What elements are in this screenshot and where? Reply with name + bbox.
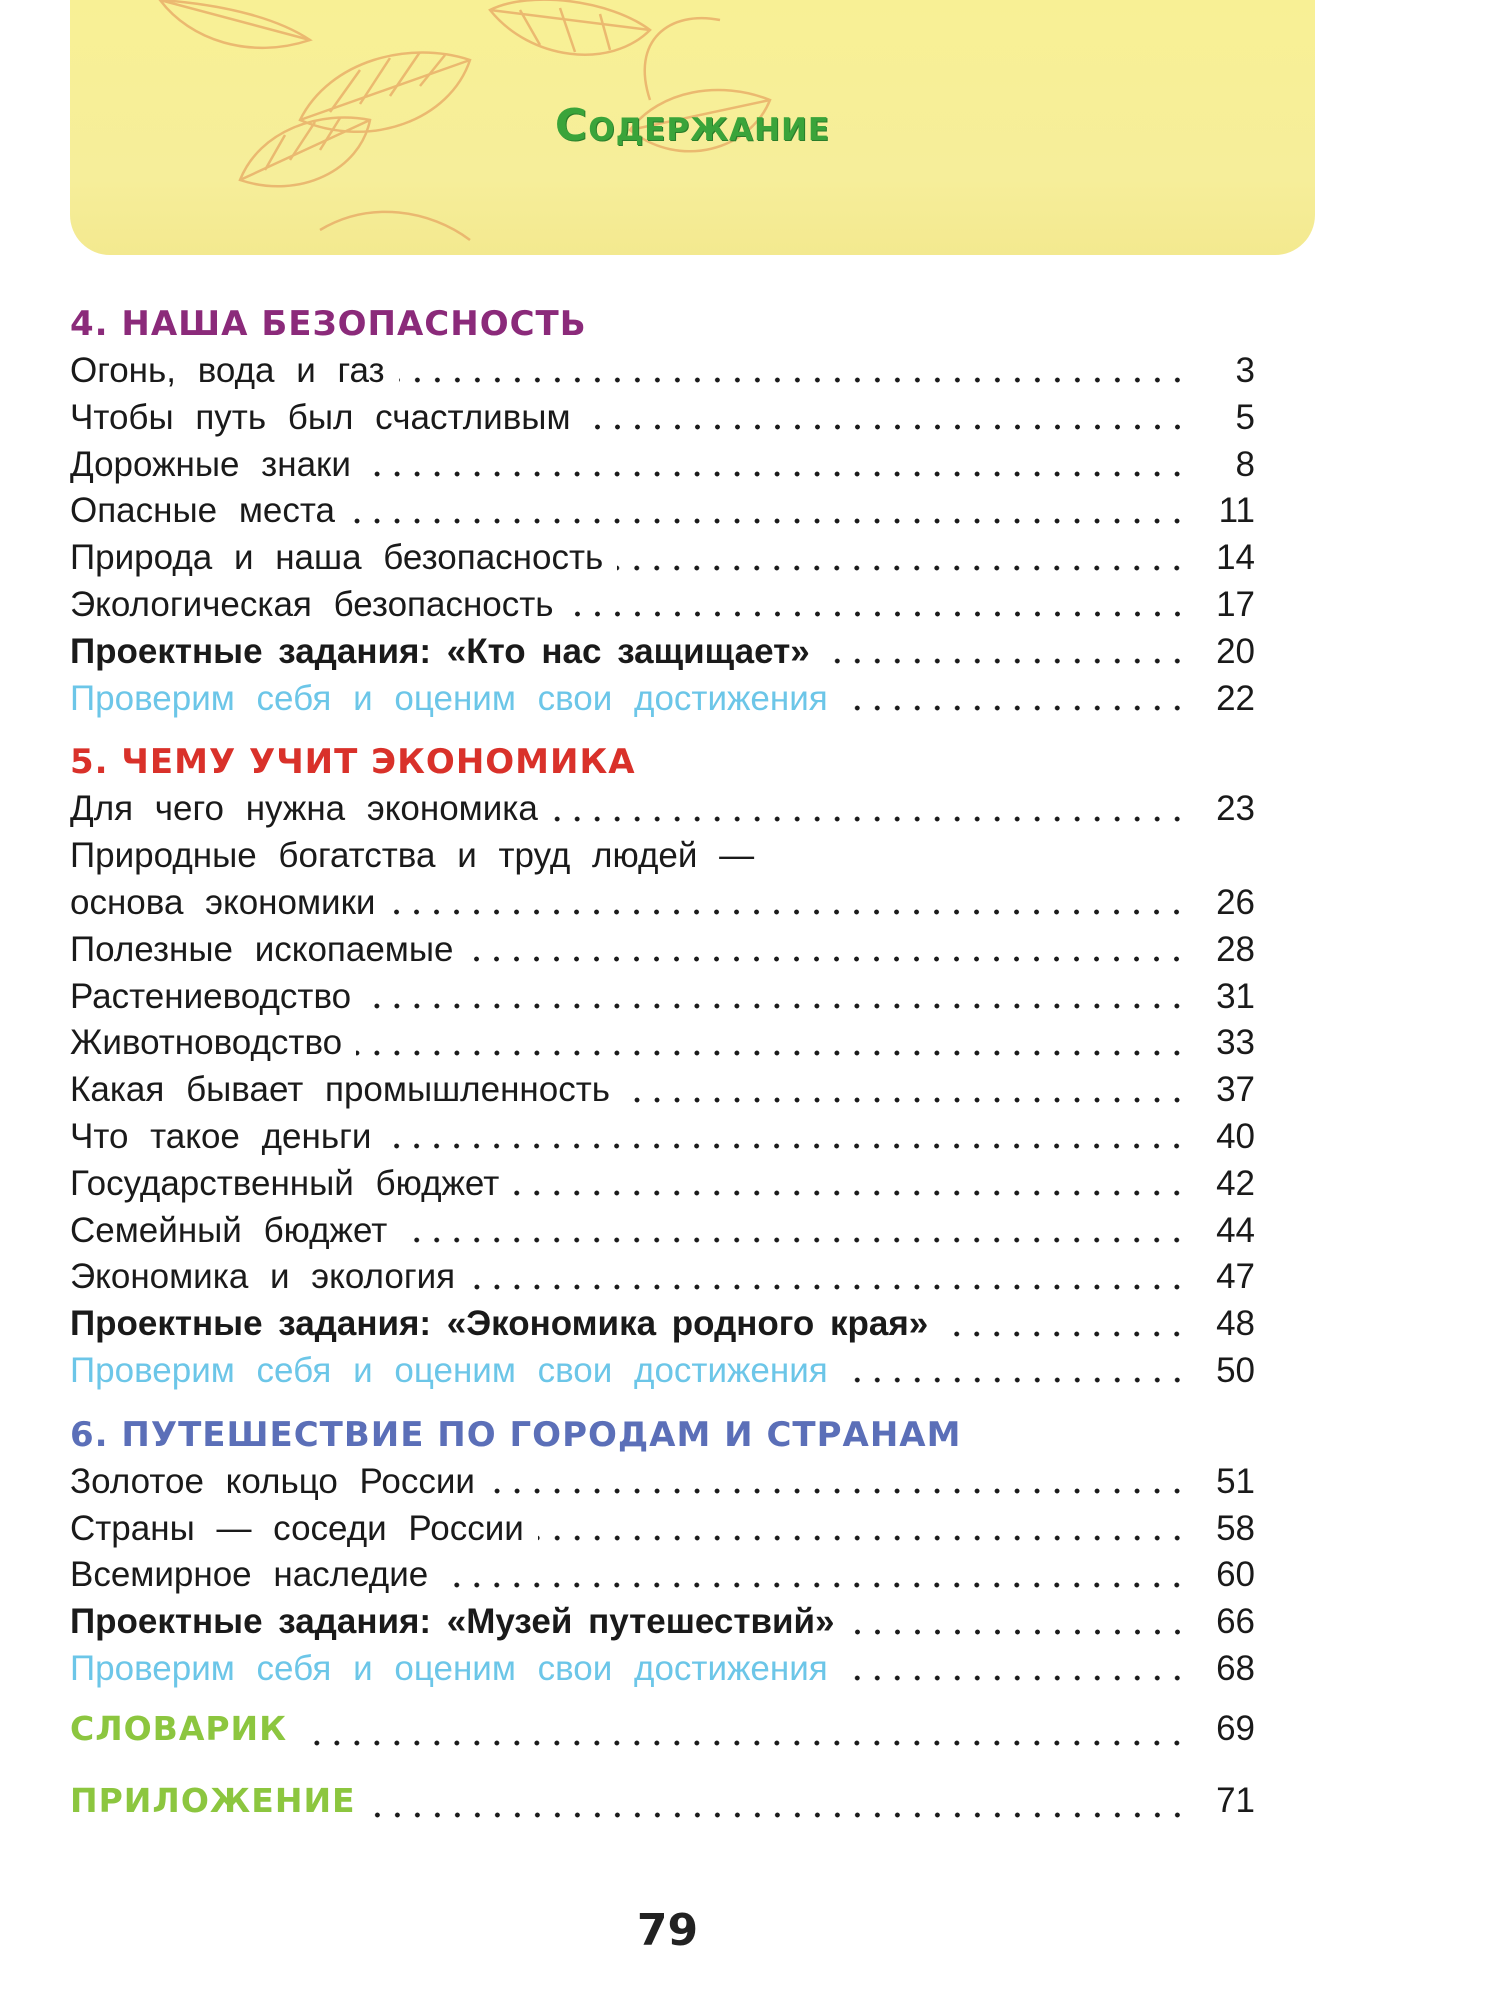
dot-leader bbox=[365, 1001, 1187, 1011]
entry-page: 40 bbox=[1216, 1116, 1255, 1156]
entry-page: 37 bbox=[1216, 1070, 1255, 1110]
entry-page: 3 bbox=[1235, 351, 1255, 390]
header-banner bbox=[70, 0, 1315, 255]
entry-label: Что такое деньги bbox=[70, 1116, 372, 1156]
dot-leader bbox=[442, 1580, 1187, 1590]
entry-label: Проверим себя и оценим свои достижения bbox=[70, 678, 828, 718]
entry-label: Проверим себя и оценим свои достижения bbox=[70, 1350, 828, 1390]
toc-entry[interactable] bbox=[70, 1020, 1255, 1067]
dot-leader bbox=[301, 1738, 1187, 1748]
toc-entry-check[interactable] bbox=[70, 1646, 1255, 1693]
toc-entry[interactable] bbox=[70, 395, 1255, 442]
entry-page: 48 bbox=[1216, 1304, 1255, 1344]
entry-page: 69 bbox=[1216, 1708, 1255, 1748]
dot-leader bbox=[356, 1048, 1187, 1058]
dot-leader bbox=[842, 1673, 1187, 1683]
entry-page: 47 bbox=[1216, 1257, 1255, 1297]
dot-leader bbox=[385, 1141, 1187, 1151]
toc-entry[interactable] bbox=[70, 974, 1255, 1021]
entry-label: Дорожные знаки bbox=[70, 444, 351, 484]
entry-label: Природа и наша безопасность bbox=[70, 538, 604, 578]
toc-entry[interactable] bbox=[70, 880, 1255, 927]
dot-leader bbox=[568, 609, 1187, 619]
dot-leader bbox=[489, 1486, 1187, 1496]
toc-entry[interactable] bbox=[70, 1459, 1255, 1506]
toc-entry-check[interactable] bbox=[70, 1348, 1255, 1395]
entry-label: Проектные задания: «Экономика родного края» bbox=[70, 1304, 929, 1344]
dot-leader bbox=[849, 1627, 1187, 1637]
entry-page: 60 bbox=[1216, 1555, 1255, 1595]
toc-entry[interactable] bbox=[70, 1161, 1255, 1208]
entry-label: Какая бывает промышленность bbox=[70, 1070, 610, 1110]
entry-page: 58 bbox=[1216, 1508, 1255, 1548]
entry-page: 66 bbox=[1216, 1602, 1255, 1642]
entry-label: Животноводство bbox=[70, 1023, 343, 1063]
entry-label: Семейный бюджет bbox=[70, 1210, 388, 1250]
dot-leader bbox=[942, 1329, 1187, 1339]
dot-leader bbox=[469, 1282, 1187, 1292]
entry-label-line1: Природные богатства и труд людей — bbox=[70, 836, 755, 876]
entry-page: 22 bbox=[1216, 678, 1255, 718]
entry-page: 68 bbox=[1216, 1648, 1255, 1688]
entry-page: 42 bbox=[1216, 1163, 1255, 1203]
dot-leader bbox=[585, 422, 1187, 432]
toc-entry[interactable] bbox=[70, 1114, 1255, 1161]
toc-entry[interactable] bbox=[70, 1067, 1255, 1114]
entry-label: Опасные места bbox=[70, 491, 335, 531]
toc-entry[interactable] bbox=[70, 582, 1255, 629]
dot-leader bbox=[617, 563, 1187, 573]
dot-leader bbox=[349, 516, 1187, 526]
entry-page: 50 bbox=[1216, 1350, 1255, 1390]
entry-page: 23 bbox=[1216, 789, 1255, 829]
entry-page: 26 bbox=[1216, 882, 1255, 922]
entry-page: 20 bbox=[1216, 631, 1255, 671]
toc-entry[interactable] bbox=[70, 927, 1255, 974]
section-title: 5. ЧЕМУ УЧИТ ЭКОНОМИКА bbox=[70, 742, 636, 783]
toc-entry[interactable] bbox=[70, 348, 1255, 395]
table-of-contents bbox=[70, 300, 1255, 1837]
entry-page: 14 bbox=[1216, 538, 1255, 578]
entry-label: Проектные задания: «Музей путешествий» bbox=[70, 1602, 835, 1642]
entry-label: Для чего нужна экономика bbox=[70, 789, 538, 829]
toc-entry-project[interactable] bbox=[70, 1301, 1255, 1348]
toc-entry-project[interactable] bbox=[70, 1599, 1255, 1646]
entry-page: 8 bbox=[1235, 444, 1255, 484]
toc-entry-appendix[interactable] bbox=[70, 1765, 1255, 1837]
entry-label: Экологическая безопасность bbox=[70, 584, 554, 624]
toc-entry-glossary[interactable] bbox=[70, 1693, 1255, 1765]
toc-entry-project[interactable] bbox=[70, 629, 1255, 676]
section-title: 4. НАША БЕЗОПАСНОСТЬ bbox=[70, 304, 587, 344]
entry-page: 31 bbox=[1216, 976, 1255, 1016]
dot-leader bbox=[624, 1095, 1187, 1105]
entry-label: Страны — соседи России bbox=[70, 1508, 524, 1548]
entry-label: Всемирное наследие bbox=[70, 1555, 429, 1595]
entry-page: 71 bbox=[1216, 1780, 1255, 1820]
entry-page: 28 bbox=[1216, 929, 1255, 969]
entry-page: 17 bbox=[1216, 584, 1255, 624]
entry-label: Полезные ископаемые bbox=[70, 929, 454, 969]
toc-entry[interactable] bbox=[70, 1506, 1255, 1553]
entry-label: основа экономики bbox=[70, 882, 376, 922]
dot-leader bbox=[467, 954, 1187, 964]
dot-leader bbox=[538, 1533, 1187, 1543]
entry-label: Экономика и экология bbox=[70, 1257, 456, 1297]
dot-leader bbox=[513, 1188, 1187, 1198]
toc-entry[interactable] bbox=[70, 488, 1255, 535]
dot-leader bbox=[401, 1235, 1187, 1245]
section-title: 6. ПУТЕШЕСТВИЕ ПО ГОРОДАМ И СТРАНАМ bbox=[70, 1414, 962, 1455]
toc-entry[interactable] bbox=[70, 1208, 1255, 1255]
toc-entry[interactable] bbox=[70, 786, 1255, 833]
entry-page: 33 bbox=[1216, 1023, 1255, 1063]
page-title: Содержание bbox=[554, 100, 831, 151]
entry-label: Чтобы путь был счастливым bbox=[70, 397, 571, 437]
entry-label: ПРИЛОЖЕНИЕ bbox=[70, 1780, 356, 1820]
dot-leader bbox=[389, 907, 1187, 917]
entry-page: 5 bbox=[1235, 397, 1255, 437]
dot-leader bbox=[552, 814, 1187, 824]
page-number: 79 bbox=[636, 1905, 699, 1956]
dot-leader bbox=[399, 375, 1187, 385]
entry-label: Проектные задания: «Кто нас защищает» bbox=[70, 631, 810, 671]
toc-entry[interactable] bbox=[70, 442, 1255, 489]
dot-leader bbox=[842, 1375, 1187, 1385]
entry-label: Золотое кольцо России bbox=[70, 1461, 475, 1501]
entry-label: Проверим себя и оценим свои достижения bbox=[70, 1648, 828, 1688]
dot-leader bbox=[365, 469, 1187, 479]
entry-label: Растениеводство bbox=[70, 976, 352, 1016]
dot-leader bbox=[824, 656, 1187, 666]
entry-label: Государственный бюджет bbox=[70, 1163, 500, 1203]
toc-entry[interactable] bbox=[70, 535, 1255, 582]
entry-page: 44 bbox=[1216, 1210, 1255, 1250]
dot-leader bbox=[842, 703, 1187, 713]
toc-entry-check[interactable] bbox=[70, 676, 1255, 723]
toc-entry[interactable] bbox=[70, 1254, 1255, 1301]
toc-entry[interactable] bbox=[70, 1552, 1255, 1599]
dot-leader bbox=[370, 1810, 1187, 1820]
entry-page: 51 bbox=[1216, 1461, 1255, 1501]
entry-label: СЛОВАРИК bbox=[70, 1708, 288, 1748]
entry-label: Огонь, вода и газ bbox=[70, 351, 385, 390]
entry-page: 11 bbox=[1218, 491, 1255, 531]
